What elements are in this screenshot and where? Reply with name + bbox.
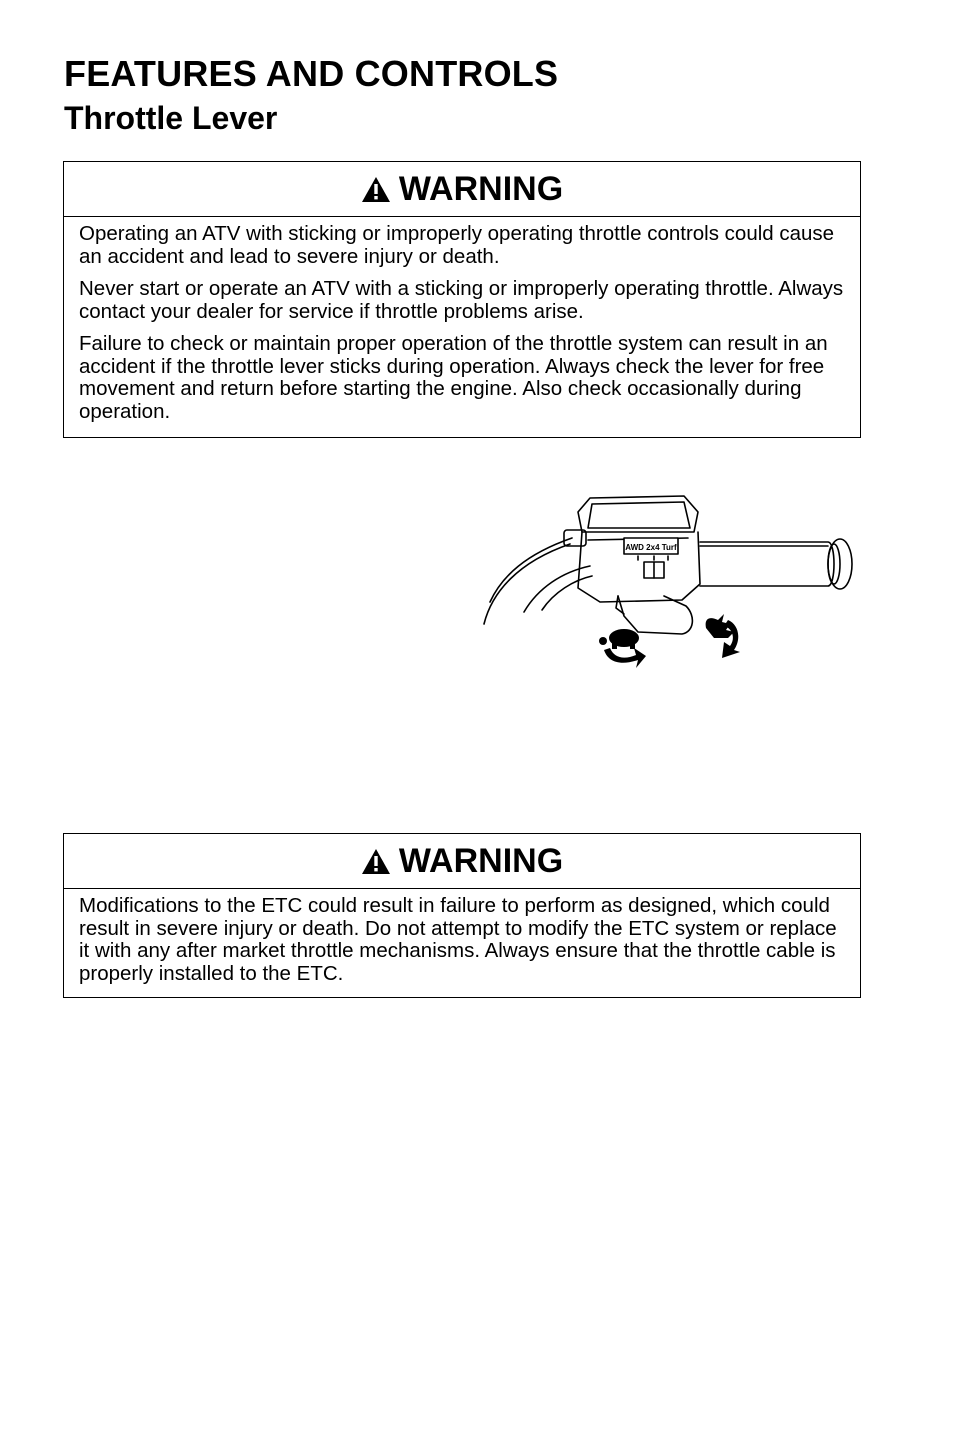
warning-header bbox=[64, 834, 860, 889]
warning-title: WARNING bbox=[398, 170, 564, 208]
warning-body bbox=[64, 889, 860, 985]
mode-switch-label: AWD 2x4 Turf bbox=[625, 543, 677, 552]
warning-paragraph: Never start or operate an ATV with a sticking or improperly operating throttle. Always contact your dealer for service if throttle problems arise. bbox=[79, 277, 844, 323]
turtle-slow-icon bbox=[599, 629, 646, 668]
warning-paragraph: Operating an ATV with sticking or improperly operating throttle controls could cause an accident and lead to severe injury or death. bbox=[79, 222, 835, 268]
section-title: Throttle Lever bbox=[64, 100, 278, 136]
warning-triangle-icon bbox=[361, 176, 391, 203]
warning-box-etc bbox=[63, 833, 861, 998]
rabbit-fast-icon bbox=[706, 614, 740, 658]
page-title: FEATURES AND CONTROLS bbox=[64, 53, 559, 94]
warning-title: WARNING bbox=[398, 842, 564, 880]
warning-triangle-icon bbox=[361, 848, 391, 875]
throttle-lever-illustration bbox=[478, 492, 858, 674]
warning-body bbox=[64, 217, 860, 423]
warning-header bbox=[64, 162, 860, 217]
warning-box-throttle bbox=[63, 161, 861, 438]
mode-switch bbox=[624, 538, 678, 578]
warning-paragraph: Failure to check or maintain proper operation of the throttle system can result in an accident if the throttle lever sticks during operation. Always check the lever for free movement and return before starting the engine. Also check occasionally during operation. bbox=[79, 332, 828, 423]
warning-paragraph: Modifications to the ETC could result in failure to perform as designed, which could result in severe injury or death. Do not attempt to modify the ETC system or replace it with any after market throttle mechanisms. Always ensure that the throttle cable is properly installed to the ETC. bbox=[79, 894, 837, 985]
